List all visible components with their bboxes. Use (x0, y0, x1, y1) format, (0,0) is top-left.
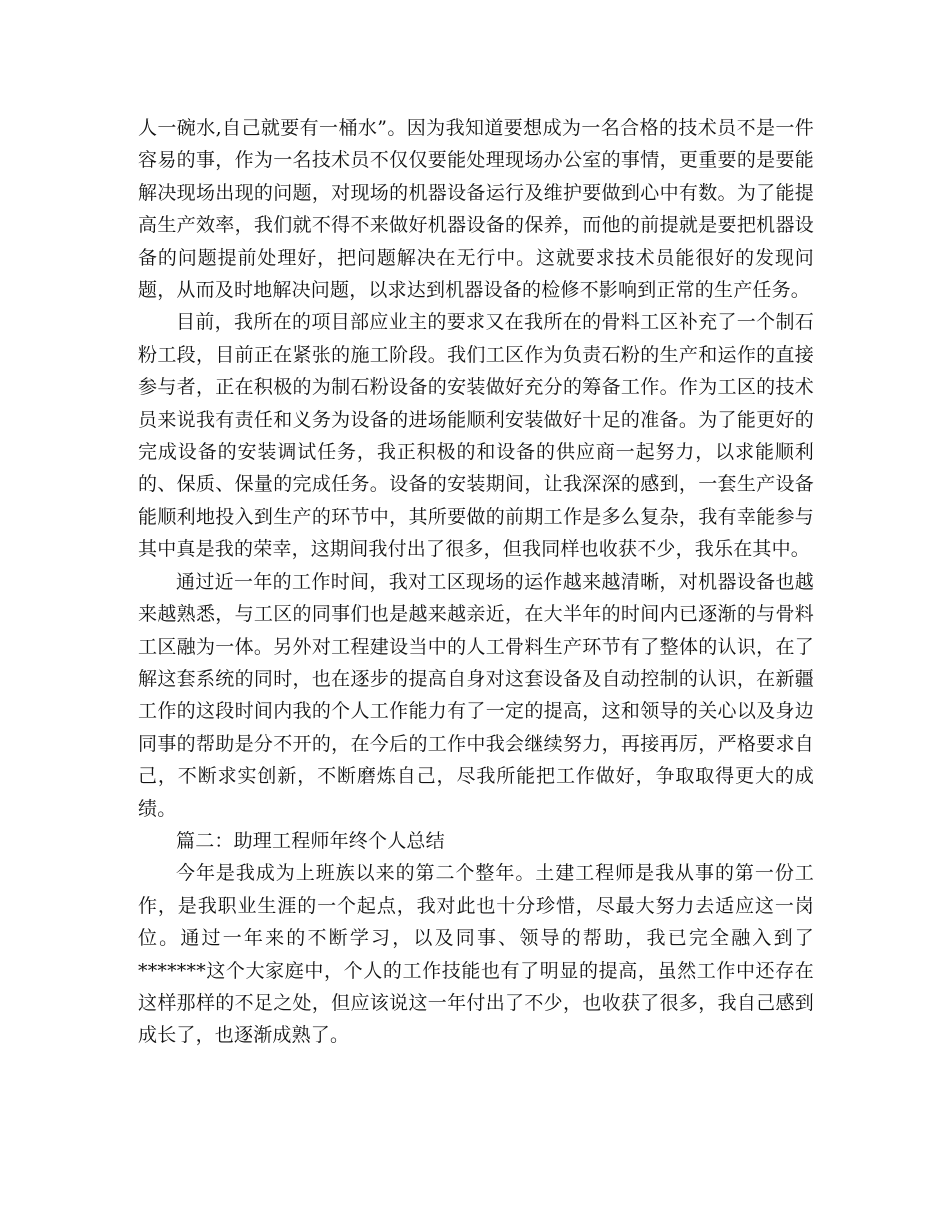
paragraph-work-experience: 通过近一年的工作时间，我对工区现场的运作越来越清晰，对机器设备也越来越熟悉，与工区的同事们也是越来越亲近，在大半年的时间内已逐渐的与骨料工区融为一体。另外对工程建设当中的人工骨料生产环节有了整体的认识，在了解这套系统的同时，也在逐步的提高自身对这套设备及自动控制的认识，在新疆工作的这段时间内我的个人工作能力有了一定的提高，这和领导的关心以及身边同事的帮助是分不开的，在今后的工作中我会继续努力，再接再厉，严格要求自己，不断求实创新，不断磨炼自己，尽我所能把工作做好，争取取得更大的成绩。 (138, 570, 814, 820)
section-heading: 篇二：助理工程师年终个人总结 (176, 829, 445, 852)
paragraph-project-department: 目前，我所在的项目部应业主的要求又在我所在的骨料工区补充了一个制石粉工段，目前正在紧张的施工阶段。我们工区作为负责石粉的生产和运作的直接参与者，正在积极的为制石粉设备的安装做好充分的筹备工作。作为工区的技术员来说我有责任和义务为设备的进场能顺利安装做好十足的准备。为了能更好的完成设备的安装调试任务，我正积极的和设备的供应商一起努力，以求能顺利的、保质、保量的完成任务。设备的安装期间，让我深深的感到，一套生产设备能顺利地投入到生产的环节中，其所要做的前期工作是多么复杂，我有幸能参与其中真是我的荣幸，这期间我付出了很多，但我同样也收获不少，我乐在其中。 (138, 311, 814, 561)
paragraph-year-summary: 今年是我成为上班族以来的第二个整年。土建工程师是我从事的第一份工作，是我职业生涯的一个起点，我对此也十分珍惜，尽最大努力去适应这一岗位。通过一年来的不断学习，以及同事、领导的帮助，我已完全融入到了*******这个大家庭中，个人的工作技能也有了明显的提高，虽然工作中还存在这样那样的不足之处，但应该说这一年付出了不少，也收获了很多，我自己感到成长了，也逐渐成熟了。 (138, 862, 814, 1047)
paragraph-continuation: 人一碗水,自己就要有一桶水”。因为我知道要想成为一名合格的技术员不是一件容易的事，作为一名技术员不仅仅要能处理现场办公室的事情，更重要的是要能解决现场出现的问题，对现场的机器设备运行及维护要做到心中有数。为了能提高生产效率，我们就不得不来做好机器设备的保养，而他的前提就是要把机器设备的问题提前处理好，把问题解决在无行中。这就要求技术员能很好的发现问题，从而及时地解决问题，以求达到机器设备的检修不影响到正常的生产任务。 (138, 117, 814, 302)
document-body (138, 112, 814, 1052)
